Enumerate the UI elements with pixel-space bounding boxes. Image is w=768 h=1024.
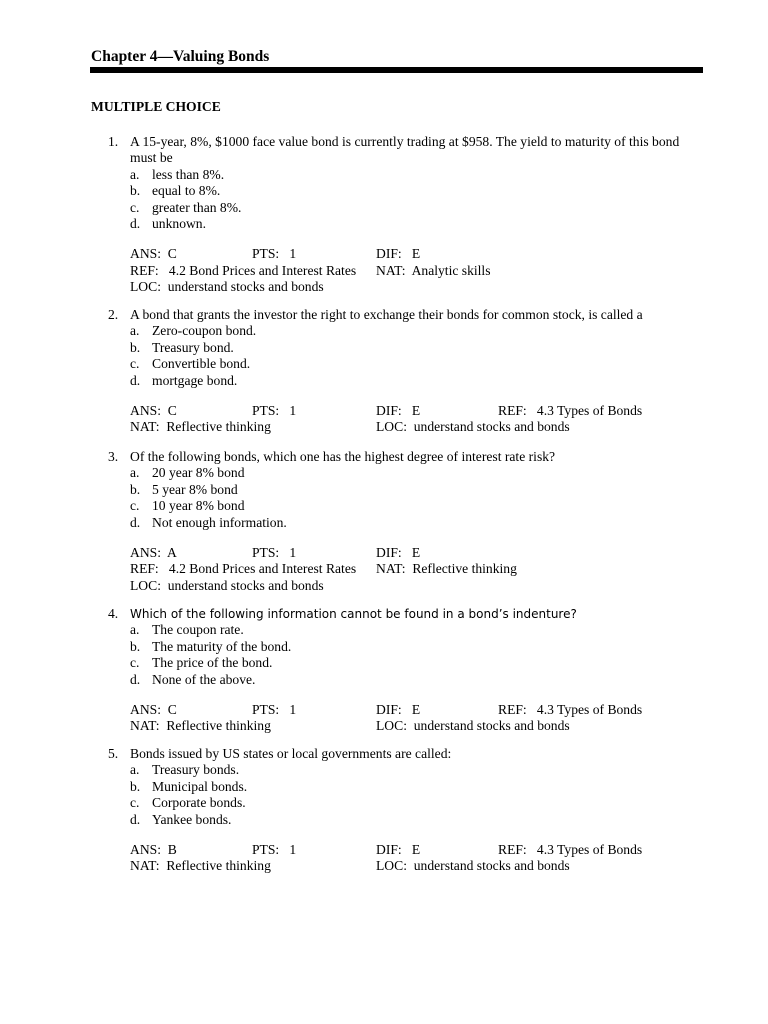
question-number: 5. <box>108 746 119 761</box>
reference-field: REF: 4.2 Bond Prices and Interest Rates <box>130 262 357 278</box>
option-b <box>130 340 708 356</box>
loc-field: LOC: understand stocks and bonds <box>130 577 324 593</box>
option-letter: d. <box>130 372 141 388</box>
loc-field: LOC: understand stocks and bonds <box>130 279 324 295</box>
question-5 <box>108 746 708 876</box>
answer-field: ANS: C <box>130 246 177 262</box>
answer-field: ANS: C <box>130 403 177 419</box>
question-text: Bonds issued by US states or local governments are called: <box>130 746 452 761</box>
points-field: PTS: 1 <box>252 403 297 419</box>
difficulty-field: DIF: E <box>376 246 421 262</box>
option-letter: c. <box>130 795 140 811</box>
option-letter: b. <box>130 481 141 497</box>
loc-field: LOC: understand stocks and bonds <box>376 419 570 435</box>
option-text: 10 year 8% bond <box>152 498 245 514</box>
points-field: PTS: 1 <box>252 246 297 262</box>
option-text: equal to 8%. <box>152 183 221 199</box>
option-text: mortgage bond. <box>152 372 238 388</box>
nat-field: NAT: Analytic skills <box>376 262 491 278</box>
option-list <box>130 323 708 389</box>
option-d <box>130 216 708 232</box>
points-field: PTS: 1 <box>252 842 297 858</box>
reference-field: REF: 4.3 Types of Bonds <box>498 842 643 858</box>
option-letter: c. <box>130 199 140 215</box>
loc-field: LOC: understand stocks and bonds <box>376 718 570 734</box>
difficulty-field: DIF: E <box>376 842 421 858</box>
option-text: The coupon rate. <box>152 622 244 638</box>
loc-field: LOC: understand stocks and bonds <box>376 858 570 874</box>
nat-field: NAT: Reflective thinking <box>130 419 271 435</box>
answer-field: ANS: B <box>130 842 177 858</box>
option-text: The price of the bond. <box>152 655 273 671</box>
question-4 <box>108 606 708 736</box>
option-c <box>130 498 708 514</box>
option-letter: d. <box>130 514 141 530</box>
answer-metadata <box>130 702 708 736</box>
points-field: PTS: 1 <box>252 702 297 718</box>
option-text: 5 year 8% bond <box>152 481 238 497</box>
option-letter: d. <box>130 811 141 827</box>
option-letter: d. <box>130 216 141 232</box>
option-list <box>130 762 708 828</box>
nat-field: NAT: Reflective thinking <box>130 718 271 734</box>
chapter-title: Chapter 4—Valuing Bonds <box>91 48 270 65</box>
option-text: Treasury bond. <box>152 339 234 355</box>
option-text: Not enough information. <box>152 514 287 530</box>
option-d <box>130 812 708 828</box>
question-2 <box>108 307 708 437</box>
question-1 <box>108 134 708 296</box>
option-d <box>130 672 708 688</box>
option-d <box>130 373 708 389</box>
option-letter: c. <box>130 498 140 514</box>
option-c <box>130 200 708 216</box>
option-c <box>130 356 708 372</box>
option-text: Yankee bonds. <box>152 811 232 827</box>
option-text: less than 8%. <box>152 166 225 182</box>
option-letter: b. <box>130 339 141 355</box>
option-text: Municipal bonds. <box>152 778 248 794</box>
answer-metadata <box>130 403 708 437</box>
difficulty-field: DIF: E <box>376 403 421 419</box>
option-letter: d. <box>130 671 141 687</box>
option-a <box>130 622 708 638</box>
option-a <box>130 465 708 481</box>
question-text: Which of the following information cannot be found in a bond’s indenture? <box>130 607 577 621</box>
answer-field: ANS: A <box>130 545 177 561</box>
reference-field: REF: 4.3 Types of Bonds <box>498 403 643 419</box>
option-text: 20 year 8% bond <box>152 465 245 481</box>
option-letter: b. <box>130 183 141 199</box>
option-a <box>130 762 708 778</box>
question-number: 4. <box>108 606 119 621</box>
question-text: A 15-year, 8%, $1000 face value bond is currently trading at $958. The yield to maturity of this bond must be <box>130 134 680 166</box>
option-a <box>130 323 708 339</box>
option-text: Zero-coupon bond. <box>152 323 257 339</box>
option-letter: c. <box>130 356 140 372</box>
header-rule <box>90 67 703 73</box>
points-field: PTS: 1 <box>252 545 297 561</box>
option-text: None of the above. <box>152 671 256 687</box>
question-3 <box>108 449 708 595</box>
answer-metadata <box>130 842 708 876</box>
answer-field: ANS: C <box>130 702 177 718</box>
option-list <box>130 167 708 233</box>
question-number: 1. <box>108 134 119 149</box>
option-letter: b. <box>130 778 141 794</box>
option-letter: a. <box>130 622 140 638</box>
option-b <box>130 639 708 655</box>
option-b <box>130 183 708 199</box>
question-text: A bond that grants the investor the right to exchange their bonds for common stock, is called a <box>130 307 643 322</box>
option-text: greater than 8%. <box>152 199 242 215</box>
option-text: Corporate bonds. <box>152 795 246 811</box>
nat-field: NAT: Reflective thinking <box>376 561 517 577</box>
answer-metadata <box>130 545 708 595</box>
answer-metadata <box>130 246 708 296</box>
option-list <box>130 622 708 688</box>
option-letter: a. <box>130 762 140 778</box>
option-b <box>130 779 708 795</box>
option-letter: a. <box>130 465 140 481</box>
option-text: Convertible bond. <box>152 356 251 372</box>
option-list <box>130 465 708 531</box>
reference-field: REF: 4.3 Types of Bonds <box>498 702 643 718</box>
difficulty-field: DIF: E <box>376 702 421 718</box>
section-title: MULTIPLE CHOICE <box>91 99 221 114</box>
option-text: unknown. <box>152 216 206 232</box>
option-letter: c. <box>130 655 140 671</box>
nat-field: NAT: Reflective thinking <box>130 858 271 874</box>
difficulty-field: DIF: E <box>376 545 421 561</box>
option-d <box>130 515 708 531</box>
question-number: 3. <box>108 449 119 464</box>
option-letter: b. <box>130 638 141 654</box>
option-letter: a. <box>130 166 140 182</box>
option-b <box>130 482 708 498</box>
question-text: Of the following bonds, which one has the highest degree of interest rate risk? <box>130 449 556 464</box>
option-c <box>130 795 708 811</box>
option-text: Treasury bonds. <box>152 762 240 778</box>
reference-field: REF: 4.2 Bond Prices and Interest Rates <box>130 561 357 577</box>
question-number: 2. <box>108 307 119 322</box>
option-text: The maturity of the bond. <box>152 638 292 654</box>
option-c <box>130 655 708 671</box>
option-a <box>130 167 708 183</box>
option-letter: a. <box>130 323 140 339</box>
